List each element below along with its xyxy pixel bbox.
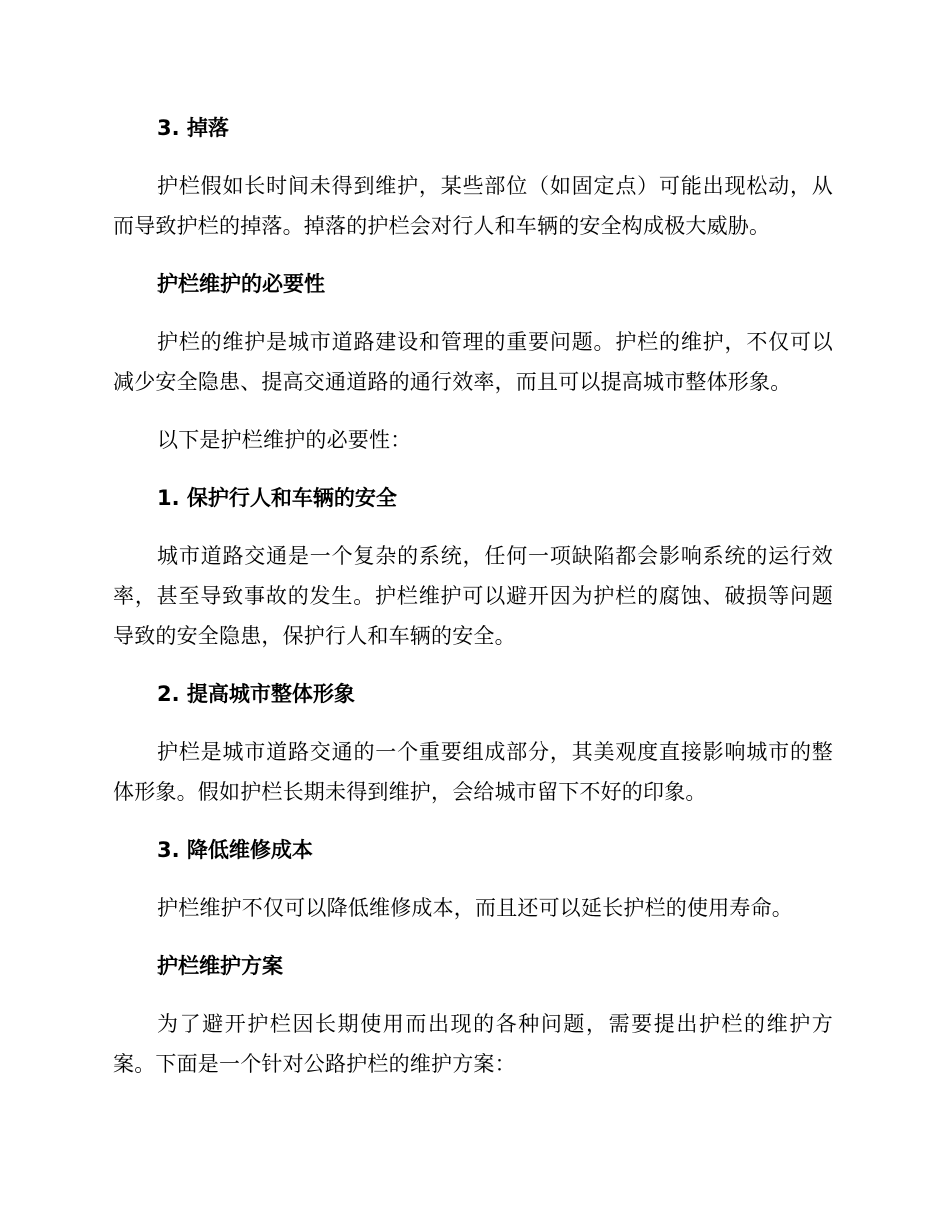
section-heading-necessity: 护栏维护的必要性 (157, 272, 325, 296)
paragraph-plan: 为了避开护栏因长期使用而出现的各种问题，需要提出护栏的维护方案。下面是一个针对公路护栏的维护方案： (113, 1012, 833, 1076)
document-page (113, 108, 833, 1102)
section-heading-falling: 3. 掉落 (157, 116, 229, 140)
paragraph-falling: 护栏假如长时间未得到维护，某些部位（如固定点）可能出现松动，从而导致护栏的掉落。掉落的护栏会对行人和车辆的安全构成极大威胁。 (113, 174, 833, 238)
paragraph-cost: 护栏维护不仅可以降低维修成本，而且还可以延长护栏的使用寿命。 (157, 896, 793, 920)
section-heading-cost: 3. 降低维修成本 (157, 838, 313, 862)
paragraph-safety: 城市道路交通是一个复杂的系统，任何一项缺陷都会影响系统的运行效率，甚至导致事故的发生。护栏维护可以避开因为护栏的腐蚀、破损等问题导致的安全隐患，保护行人和车辆的安全。 (113, 544, 833, 648)
section-heading-city-image: 2. 提高城市整体形象 (157, 682, 355, 706)
paragraph-necessity-intro: 护栏的维护是城市道路建设和管理的重要问题。护栏的维护，不仅可以减少安全隐患、提高交通道路的通行效率，而且可以提高城市整体形象。 (113, 330, 833, 394)
paragraph-city-image: 护栏是城市道路交通的一个重要组成部分，其美观度直接影响城市的整体形象。假如护栏长期未得到维护，会给城市留下不好的印象。 (113, 740, 833, 804)
section-heading-safety: 1. 保护行人和车辆的安全 (157, 486, 397, 510)
paragraph-necessity-lead: 以下是护栏维护的必要性： (157, 428, 412, 452)
section-heading-plan: 护栏维护方案 (157, 954, 283, 978)
